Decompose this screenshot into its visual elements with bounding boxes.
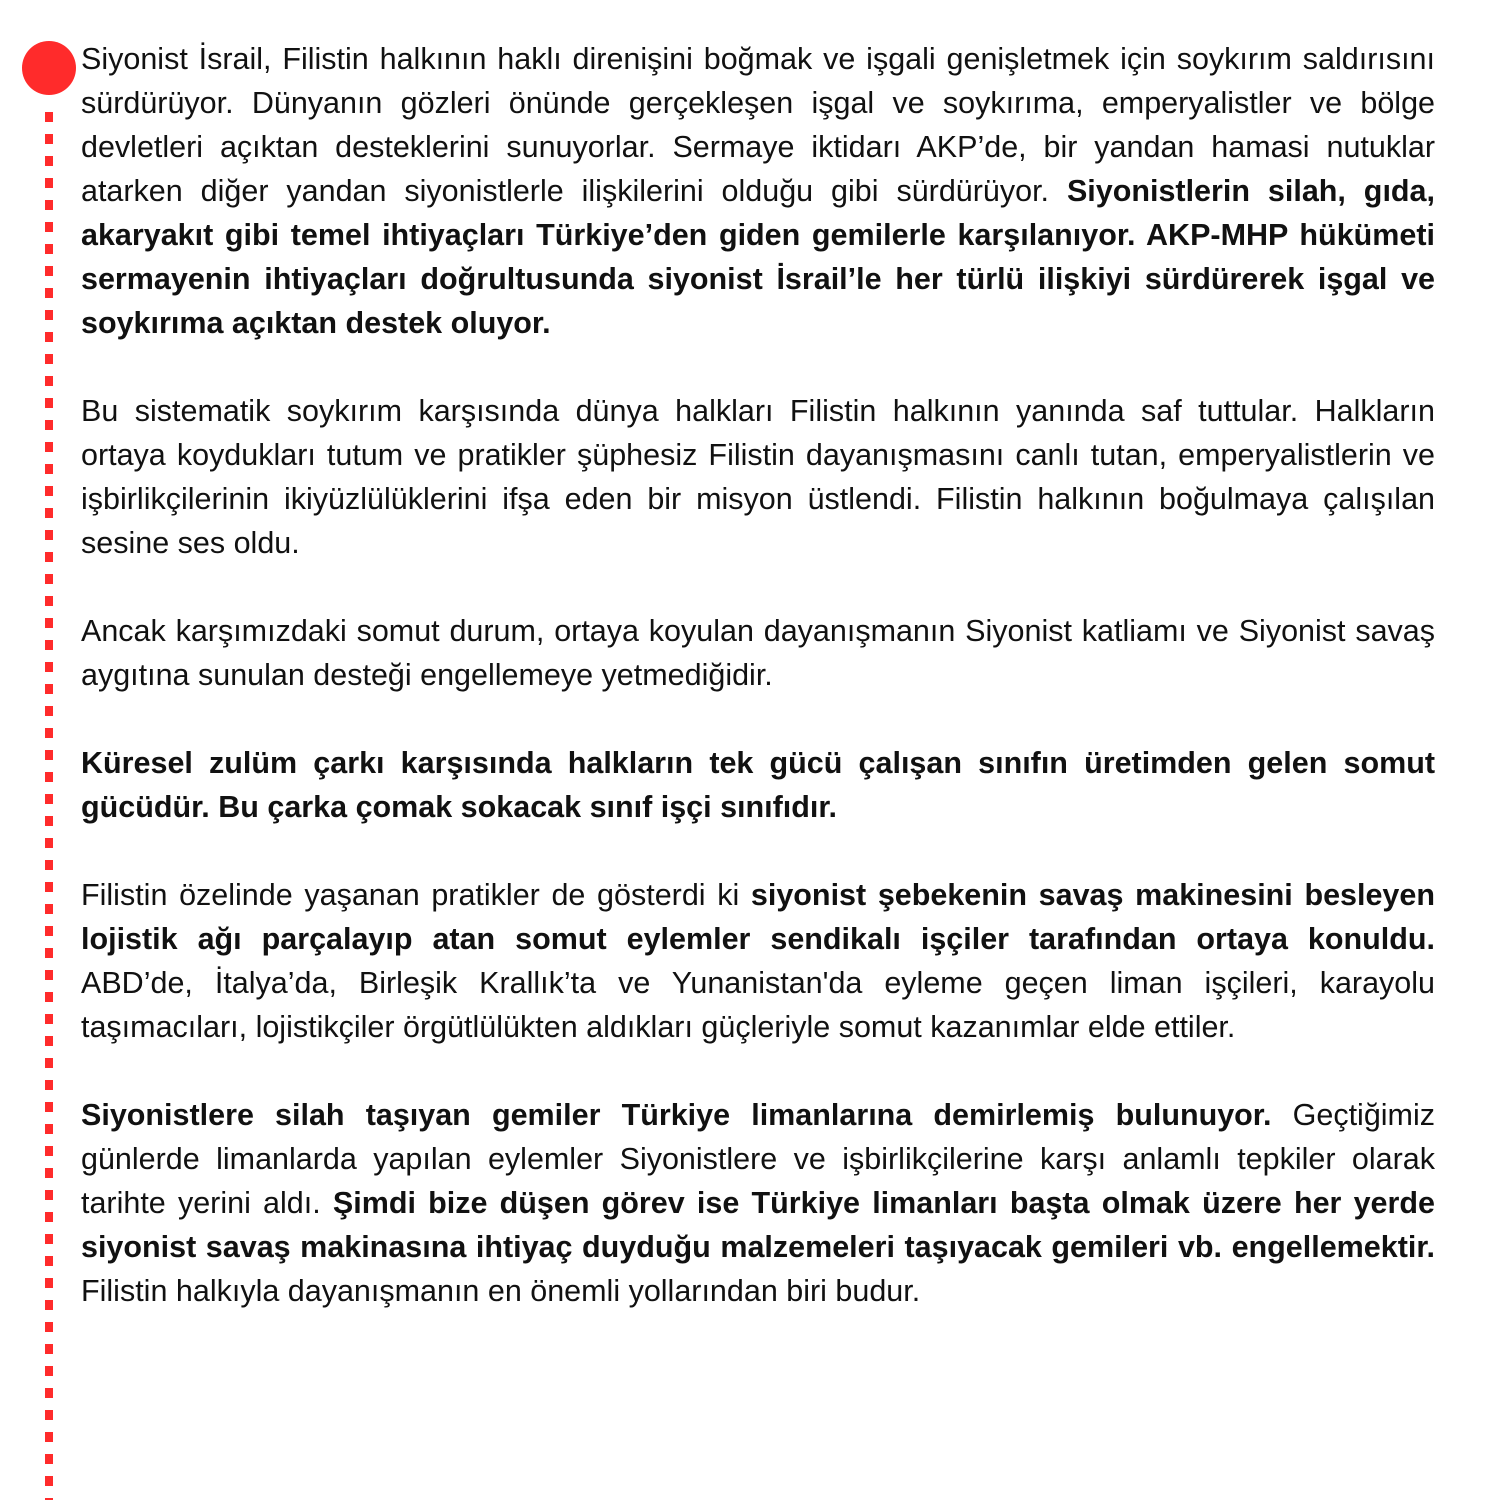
paragraph-2 — [81, 389, 1435, 565]
paragraph-4 — [81, 741, 1435, 829]
paragraph-3 — [81, 609, 1435, 697]
timeline-dotted-line — [45, 112, 53, 1500]
paragraph-text: Filistin özelinde yaşanan pratikler de gösterdi ki — [81, 878, 751, 912]
paragraph-text: Filistin halkıyla dayanışmanın en önemli yollarından biri budur. — [81, 1274, 921, 1308]
paragraph-emphasis: Siyonistlere silah taşıyan gemiler Türkiye limanlarına demirlemiş bulunuyor. — [81, 1098, 1272, 1132]
paragraph-1 — [81, 37, 1435, 345]
paragraph-6 — [81, 1093, 1435, 1313]
paragraph-text: ABD’de, İtalya’da, Birleşik Krallık’ta ve Yunanistan'da eyleme geçen liman işçileri, karayolu taşımacıları, lojistikçiler örgütlülükten aldıkları güçleriyle somut kazanımlar elde ettiler. — [81, 966, 1435, 1044]
paragraph-text: Siyonist İsrail, Filistin halkının haklı direnişini boğmak ve işgali genişletmek için soykırım saldırısını sürdürüyor. Dünyanın gözleri önünde gerçekleşen işgal ve soykırıma, emperyalistler ve bölge devletleri açıktan desteklerini sunuyorlar. Sermaye iktidarı AKP’de, bir yandan hamasi nutuklar atarken diğer yandan siyonistlerle ilişkilerini olduğu gibi sürdürüyor. — [81, 42, 1435, 208]
paragraph-emphasis: Siyonistlerin silah, gıda, akaryakıt gibi temel ihtiyaçları Türkiye’den giden gemilerle karşılanıyor. AKP-MHP hükümeti sermayenin ihtiyaçları doğrultusunda siyonist İsrail’le her türlü ilişkiyi sürdürerek işgal ve soykırıma açıktan destek oluyor. — [81, 174, 1435, 340]
paragraph-text: Bu sistematik soykırım karşısında dünya halkları Filistin halkının yanında saf tuttular. Halkların ortaya koydukları tutum ve pratikler şüphesiz Filistin dayanışmasını canlı tutan, emperyalistlerin ve işbirlikçilerinin ikiyüzlülüklerini ifşa eden bir misyon üstlendi. Filistin halkının boğulmaya çalışılan sesine ses oldu. — [81, 394, 1435, 560]
paragraph-emphasis: Küresel zulüm çarkı karşısında halkların tek gücü çalışan sınıfın üretimden gelen somut gücüdür. Bu çarka çomak sokacak sınıf işçi sınıfıdır. — [81, 746, 1435, 824]
paragraph-emphasis: Şimdi bize düşen görev ise Türkiye limanları başta olmak üzere her yerde siyonist savaş makinasına ihtiyaç duyduğu malzemeleri taşıyacak gemileri vb. engellemektir. — [81, 1186, 1435, 1264]
paragraph-text: Ancak karşımızdaki somut durum, ortaya koyulan dayanışmanın Siyonist katliamı ve Siyonist savaş aygıtına sunulan desteği engellemeye yetmediğidir. — [81, 614, 1435, 692]
paragraph-emphasis: siyonist şebekenin savaş makinesini besleyen lojistik ağı parçalayıp atan somut eylemler sendikalı işçiler tarafından ortaya konuldu. — [81, 878, 1435, 956]
paragraph-5 — [81, 873, 1435, 1049]
paragraph-text: Geçtiğimiz günlerde limanlarda yapılan eylemler Siyonistlere ve işbirlikçilerine karşı anlamlı tepkiler olarak tarihte yerini aldı. — [81, 1098, 1435, 1220]
article-body — [81, 37, 1435, 1313]
timeline-dot — [22, 41, 76, 95]
